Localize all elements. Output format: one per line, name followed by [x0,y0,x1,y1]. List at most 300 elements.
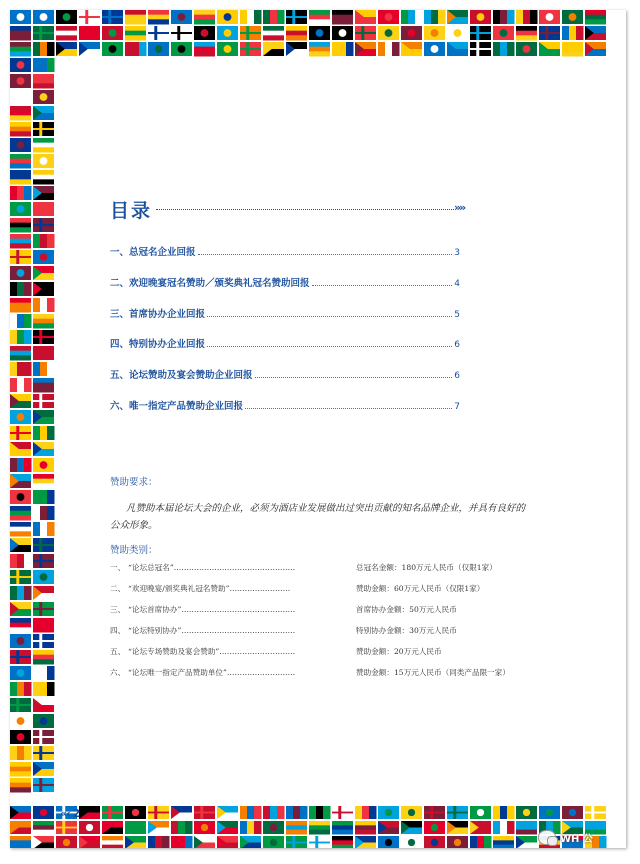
flag-tile [378,836,399,848]
flag-tile [33,58,55,72]
flag-tile [10,58,31,72]
toc-item[interactable] [110,244,460,258]
flag-tile [10,186,32,200]
flag-tile [10,602,31,616]
flag-tile [79,836,100,848]
flag-tile [194,26,215,40]
flag-tile [585,42,606,56]
flag-tile [125,821,146,834]
flag-tile [10,250,31,264]
category-amount: 首席协办金额：50万元人民币 [356,605,457,614]
flag-tile [10,634,31,648]
flag-tile [33,650,54,665]
flag-tile [33,250,54,264]
flag-tile [33,170,54,185]
flag-border-left [10,58,58,806]
flag-tile [217,10,238,24]
flag-tile [286,26,307,41]
flag-tile [33,682,55,696]
flag-tile [125,10,146,25]
flag-strip-graphic [10,58,58,806]
brochure-page [10,10,626,848]
flag-tile [10,474,31,488]
flag-tile [33,570,54,584]
flag-tile [539,26,560,40]
flag-tile [56,821,77,834]
flag-tile [217,42,238,56]
flag-tile [447,806,468,819]
flag-tile [33,458,54,472]
flag-tile [10,554,32,568]
flag-tile [148,26,169,40]
flag-tile [10,170,31,185]
flag-tile [286,821,307,835]
flag-strip-graphic [10,806,626,848]
category-amount: 赞助金额：60万元人民币（仅限1家） [356,584,485,593]
flag-tile [10,362,32,376]
flag-tile [125,42,147,56]
toc-item-page: 5 [454,310,460,320]
flag-tile [56,26,77,41]
flag-tile [79,10,100,24]
flag-tile [217,836,238,848]
flag-tile [10,202,31,216]
flag-tile [424,806,445,819]
flag-tile [332,42,354,56]
flag-tile [378,26,399,40]
flag-tile [33,778,54,792]
flag-tile [539,42,560,56]
flag-tile [217,806,238,819]
flag-tile [56,42,77,56]
category-number: 六、 [110,668,126,677]
requirements-heading: 赞助要求： [110,477,158,488]
flag-tile [33,522,55,536]
flag-tile [355,26,376,40]
toc-item-page: 3 [454,248,460,258]
flag-tile [585,10,606,25]
flag-tile [33,362,55,376]
flag-tile [10,410,31,424]
flag-tile [194,821,215,834]
flag-tile [217,26,238,40]
flag-tile [470,42,491,56]
flag-tile [309,821,330,835]
flag-tile [10,330,32,344]
flag-border-top [10,10,626,58]
category-number: 五、 [110,647,126,656]
requirements-body: 凡赞助本届论坛大会的企业，必须为酒店业发展做出过突出贡献的知名品牌企业，并具有良好的公众形象。 [110,503,526,531]
flag-tile [10,234,31,249]
toc-item-page: 6 [454,340,460,350]
flag-tile [240,821,262,834]
flag-tile [309,42,330,57]
toc-item-label: 三、首席协办企业回报 [110,309,206,320]
flag-tile [56,836,77,848]
flag-tile [194,42,215,57]
flag-tile [102,10,123,24]
flag-tile [33,122,54,136]
toc-leader-dots [312,285,453,286]
flag-tile [516,10,538,24]
flag-tile [263,10,285,24]
flag-tile [171,26,192,40]
flag-tile [33,442,54,456]
flag-tile [79,821,100,834]
watermark-text: WH 公 [560,834,593,845]
flag-tile [10,650,31,664]
flag-tile [10,282,32,296]
flag-tile [33,26,54,40]
flag-tile [33,730,54,744]
flag-tile [10,682,32,696]
toc-title: 目录 [110,200,153,222]
category-amount: 特别协办金额：30万元人民币 [356,626,457,635]
flag-tile [10,378,32,392]
flag-tile [10,458,32,472]
flag-tile [10,586,32,600]
flag-tile [10,26,31,41]
flag-tile [10,666,31,680]
flag-tile [171,42,192,56]
flag-tile [171,10,192,24]
category-amount: 总冠名金额：180万元人民币（仅限1家） [356,563,497,572]
flag-tile [33,666,55,680]
toc-item-label: 一、总冠名企业回报 [110,247,196,258]
flag-tile [240,26,261,40]
flag-tile [355,836,376,848]
flag-tile [493,836,514,848]
flag-tile [171,806,192,819]
flag-tile [10,442,31,456]
flag-tile [33,74,54,89]
flag-tile [309,806,331,819]
flag-tile [194,10,215,25]
flag-tile [125,26,146,41]
flag-tile [102,26,123,40]
flag-tile [470,806,491,819]
flag-tile [516,821,537,835]
flag-tile [33,330,54,344]
flag-tile [33,202,54,216]
flag-tile [447,836,468,848]
flag-tile [171,836,193,848]
flag-tile [470,821,491,834]
flag-tile [194,806,215,819]
flag-tile [470,10,491,24]
flag-tile [10,836,31,848]
category-name: “论坛特别协办”……………………………………… [128,626,296,635]
flag-tile [10,806,31,819]
flag-tile [286,836,307,848]
flag-tile [355,10,376,24]
flag-tile [240,42,261,56]
flag-tile [33,298,55,312]
flag-tile [33,410,54,424]
flag-tile [33,394,54,408]
flag-tile [424,836,445,848]
flag-tile [33,554,54,568]
flag-tile [10,266,31,280]
flag-tile [424,10,446,24]
toc-leader-dots [207,346,452,347]
flag-tile [33,426,55,440]
flag-tile [286,42,307,56]
category-name: “论坛专场赞助及宴会赞助”………………………… [128,647,296,656]
flag-tile [401,836,422,848]
flag-tile [33,90,54,104]
flag-tile [148,821,169,834]
toc-leader-dots [245,408,452,409]
flag-tile [562,42,583,57]
flag-strip-graphic [10,10,626,58]
flag-tile [585,26,606,40]
page-number-value: 2 [72,807,80,820]
flag-tile [470,26,491,40]
flag-tile [33,762,54,776]
flag-tile [194,836,215,848]
flag-tile [493,806,515,819]
flag-tile [516,836,537,848]
flag-tile [539,806,560,819]
flag-tile [33,714,54,728]
flag-tile [516,26,537,41]
flag-tile [562,26,584,40]
toc-item-label: 五、论坛赞助及宴会赞助企业回报 [110,370,253,381]
flag-tile [33,138,54,153]
toc-item-page: 4 [454,279,460,289]
flag-tile [447,821,468,834]
flag-tile [401,806,422,819]
category-amount: 赞助金额：20万元人民币 [356,647,442,656]
flag-tile [33,10,54,24]
flag-tile [309,10,330,25]
flag-tile [33,218,54,232]
flag-tile [217,821,238,834]
flag-tile [263,42,284,56]
flag-tile [424,26,445,40]
category-number: 二、 [110,584,126,593]
toc-title-rule [156,209,454,210]
flag-tile [263,806,285,819]
flag-tile [447,42,468,56]
flag-tile [33,266,54,280]
toc-item[interactable] [110,275,460,289]
double-chevron-left-icon: «‹ [60,807,70,820]
flag-tile [10,154,31,169]
wechat-watermark [538,830,593,845]
flag-tile [10,138,31,152]
flag-tile [33,314,54,329]
flag-tile [33,821,54,835]
flag-tile [33,806,54,819]
flag-tile [378,10,399,24]
category-name: “论坛首席协办”……………………………………… [128,605,296,614]
flag-tile [33,474,54,489]
flag-tile [309,836,330,848]
toc-item-label: 四、特别协办企业回报 [110,339,206,350]
flag-tile [10,698,31,712]
flag-tile [102,806,123,819]
flag-tile [401,42,422,56]
toc-item-page: 7 [454,402,460,412]
flag-tile [33,836,54,848]
flag-tile [10,90,31,104]
flag-tile [33,586,54,600]
flag-tile [562,806,583,819]
flag-border-bottom [10,806,626,848]
flag-tile [355,42,376,56]
flag-tile [516,806,537,819]
flag-tile [447,26,468,40]
flag-tile [10,42,31,57]
flag-tile [10,426,31,440]
flag-tile [424,821,445,834]
category-amount: 赞助金额：15万元人民币（同类产品限一家） [356,668,510,677]
flag-tile [33,346,54,360]
flag-tile [332,821,353,835]
flag-tile [516,42,537,56]
flag-tile [33,618,54,633]
category-number: 四、 [110,626,126,635]
flag-tile [562,10,583,24]
category-name: “欢迎晚宴/颁奖典礼冠名赞助”…………………… [128,584,291,593]
toc-item-label: 二、欢迎晚宴冠名赞助／颁奖典礼冠名赞助回报 [110,278,310,289]
toc-leader-dots [198,254,453,255]
flag-tile [10,490,31,504]
flag-tile [148,42,169,56]
flag-tile [10,538,31,552]
flag-tile [33,506,55,520]
flag-tile [493,10,515,24]
flag-tile [33,378,54,393]
flag-tile [10,570,31,584]
flag-tile [539,10,560,24]
flag-tile [286,806,308,819]
flag-tile [10,106,31,121]
flag-tile [10,218,31,233]
flag-tile [332,836,353,848]
flag-tile [33,282,54,296]
flag-tile [33,698,54,712]
wechat-icon [538,830,556,845]
flag-tile [10,394,31,408]
flag-tile [263,26,284,41]
toc-item-page: 6 [454,371,460,381]
flag-tile [148,806,169,819]
flag-tile [125,806,146,819]
categories-heading: 赞助类别： [110,545,158,556]
flag-tile [125,836,146,848]
flag-tile [33,234,55,248]
flag-tile [493,26,514,40]
flag-tile [33,106,54,120]
flag-tile [33,154,54,168]
category-name: “论坛总冠名”………………………………………… [128,563,296,572]
flag-tile [378,806,399,819]
flag-tile [10,522,31,537]
flag-tile [585,806,606,819]
flag-tile [79,42,100,56]
flag-tile [33,186,54,200]
flag-tile [263,836,284,848]
flag-tile [10,122,31,137]
flag-tile [102,42,123,56]
flag-tile [171,821,193,834]
toc-item-label: 六、唯一指定产品赞助企业回报 [110,401,244,412]
flag-tile [263,821,284,834]
flag-tile [355,806,377,819]
flag-tile [332,806,353,819]
flag-tile [10,714,31,728]
category-number: 三、 [110,605,126,614]
flag-tile [10,74,31,88]
toc-item[interactable] [110,306,460,320]
flag-tile [148,836,170,848]
flag-tile [102,836,123,848]
flag-tile [79,806,100,819]
category-number: 一、 [110,563,126,572]
flag-tile [378,821,399,834]
flag-tile [10,746,32,760]
flag-tile [79,26,100,40]
flag-tile [240,806,262,819]
flag-tile [470,836,492,848]
flag-tile [493,42,515,56]
toc-leader-dots [255,377,453,378]
flag-tile [401,821,422,834]
category-name: “论坛唯一指定产品赞助单位”……………………… [128,668,296,677]
flag-tile [424,42,445,56]
toc-item[interactable] [110,336,460,350]
flag-tile [33,538,54,552]
flag-tile [355,821,376,835]
flag-tile [332,10,353,25]
flag-tile [447,10,468,24]
flag-tile [148,10,169,25]
flag-tile [33,42,55,56]
flag-tile [33,634,54,648]
flag-tile [10,10,31,24]
toc-leader-dots [207,316,452,317]
flag-tile [240,10,262,24]
page-number [60,807,79,820]
flag-tile [10,730,31,744]
flag-tile [10,618,31,633]
flag-tile [309,26,330,40]
toc-item[interactable] [110,367,460,381]
double-chevron-right-icon: »» [454,201,465,214]
flag-tile [10,314,32,328]
flag-tile [378,42,400,56]
flag-tile [10,346,31,361]
flag-tile [332,26,353,40]
flag-tile [33,602,54,616]
flag-tile [10,506,31,521]
flag-tile [10,821,31,834]
flag-tile [33,746,54,760]
flag-tile [10,778,31,793]
flag-tile [286,10,307,24]
flag-tile [56,10,77,24]
flag-tile [102,821,123,834]
flag-tile [401,10,423,24]
flag-tile [401,26,422,40]
flag-tile [33,490,55,504]
toc-item[interactable] [110,398,460,412]
flag-tile [493,821,515,834]
flag-tile [240,836,261,848]
